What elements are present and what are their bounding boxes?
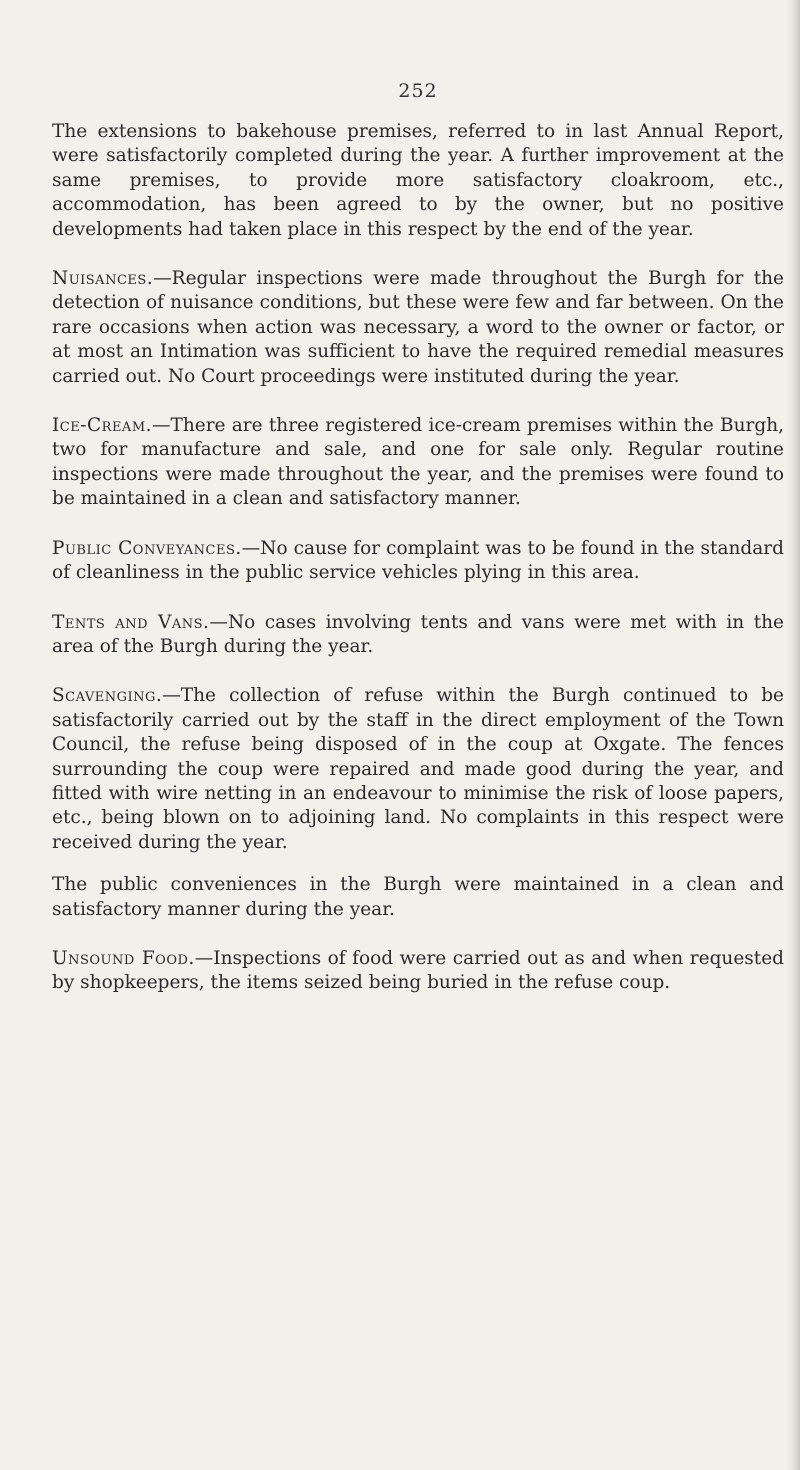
heading-unsound-food: Unsound Food. (52, 947, 195, 969)
paragraph-public-conveniences (52, 873, 784, 922)
paragraph-ice-cream-text: —There are three registered ice-cream premises within the Burgh, two for manufacture and sale, and one for sale only. Regular routine inspections were made throughout the year, and the premises were found to be maintained in a clean and satisfactory manner. (52, 415, 784, 510)
paragraph-public-conveniences-text: The public conveniences in the Burgh were maintained in a clean and satisfactory manner during the year. (52, 874, 784, 920)
paragraph-nuisances (52, 267, 784, 389)
paragraph-tents-and-vans (52, 611, 784, 660)
paragraph-tents-and-vans-text: —No cases involving tents and vans were met with in the area of the Burgh during the year. (52, 611, 784, 657)
paragraph-scavenging-text: —The collection of refuse within the Burgh continued to be satisfactorily carried out by the staff in the direct employment of the Town Council, the refuse being disposed of in the coup at Oxgate. The fences surrounding the coup were repaired and made good during the year, and fitted with wire netting in an endeavour to minimise the risk of loose papers, etc., being blown on to adjoining land. No complaints in this respect were received during the year. (52, 685, 784, 853)
page-edge-shadow (786, 0, 800, 1470)
paragraph-public-conveyances-text: —No cause for complaint was to be found in the standard of cleanliness in the public service vehicles plying in this area. (52, 537, 784, 584)
heading-nuisances: Nuisances. (52, 268, 154, 290)
paragraph-public-conveyances (52, 537, 784, 586)
paragraph-unsound-food (52, 947, 784, 996)
heading-tents-and-vans: Tents and Vans. (52, 611, 210, 633)
paragraph-scavenging (52, 684, 784, 855)
paragraph-ice-cream (52, 414, 784, 512)
body-text (52, 120, 784, 1021)
paragraph-bakehouse (52, 120, 784, 242)
paragraph-unsound-food-text: —Inspections of food were carried out as and when requested by shopkeepers, the items seized being buried in the refuse coup. (52, 947, 784, 994)
paragraph-bakehouse-text: The extensions to bakehouse premises, referred to in last Annual Report, were satisfactorily completed during the year. A further improvement at the same premises, to provide more satisfactory cloakroom, etc., accommodation, has been agreed to by the owner, but no positive developments had taken place in this respect by the end of the year. (52, 121, 784, 240)
heading-ice-cream: Ice-Cream. (52, 415, 153, 437)
heading-public-conveyances: Public Conveyances. (52, 537, 242, 559)
heading-scavenging: Scavenging. (52, 685, 163, 707)
paragraph-nuisances-text: —Regular inspections were made throughout the Burgh for the detection of nuisance conditions, but these were few and far between. On the rare occasions when action was necessary, a word to the owner or factor, or at most an Intimation was sufficient to have the required remedial measures carried out. No Court proceedings were instituted during the year. (52, 268, 784, 387)
page-number: 252 (398, 80, 438, 102)
